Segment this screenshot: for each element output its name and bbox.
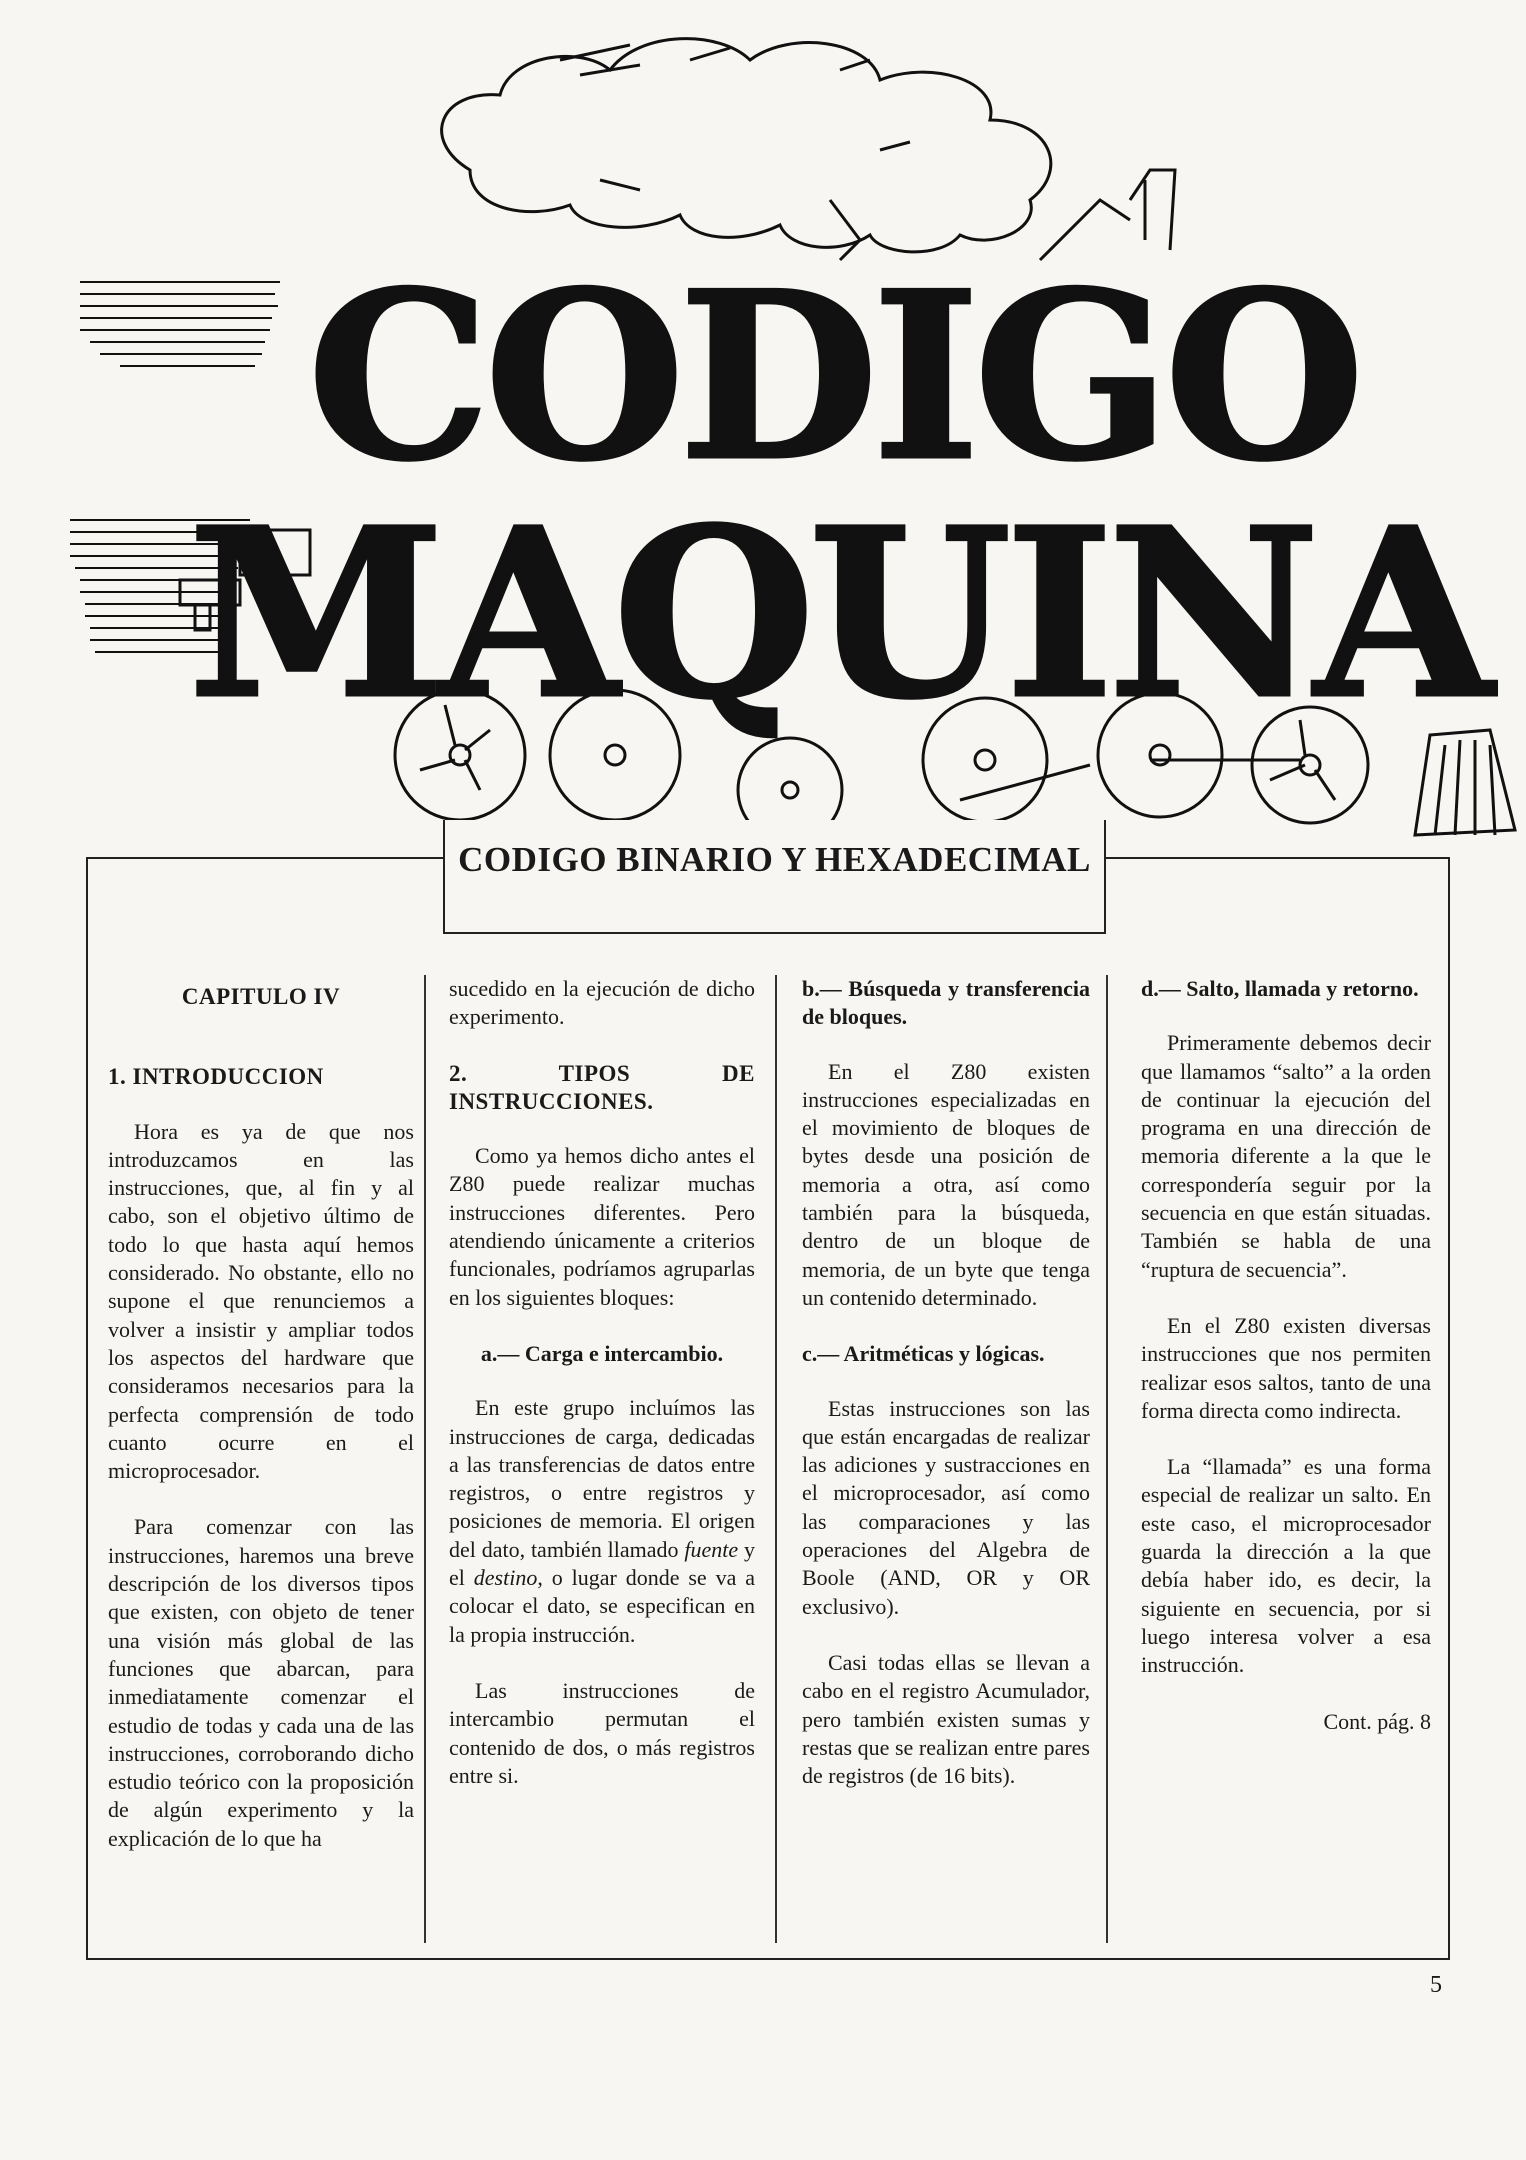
paragraph: Para comenzar con las instrucciones, haremos una breve descripción de los diversos tipos que existen, con objeto de tener una visión más global de las funciones que abarcan, para inmediatamente comenzar el estudio de todas y cada una de las instrucciones, corroborando dicho estudio teórico con la proposición de algún experimento y la explicación de lo que ha (108, 1514, 414, 1851)
text-span: En este grupo incluímos las instrucciones de carga, dedicadas a las transferencias de datos entre registros, o entre registros y posiciones de memoria. El origen del dato, también llamado (449, 1395, 755, 1562)
subheading-aritmeticas: c.— Aritméticas y lógicas. (802, 1341, 1045, 1367)
title-codigo: CODIGO (307, 242, 1359, 512)
paragraph: Hora es ya de que nos introduzcamos en las instrucciones, que, al fin y al cabo, son el objetivo último de todo lo que hasta aquí hemos considerado. No obstante, ello no supone el que renunciemos a volver a insistir y ampliar todos los aspectos del hardware que consideramos necesarios para la perfecta comprensión de todo cuanto ocurre en el microprocesador. (108, 1118, 414, 1484)
paragraph: Como ya hemos dicho antes el Z80 puede realizar muchas instrucciones diferentes. Pero atendiendo únicamente a criterios funcionales, podríamos agruparlas en los siguientes bloques: (449, 1143, 755, 1310)
text-span: y el (449, 1536, 755, 1591)
text-span: , o lugar donde se va a colocar el dato, se especifican en la propia instrucción. (449, 1565, 755, 1647)
emphasis-fuente: fuente (684, 1536, 739, 1562)
column-divider (1106, 975, 1108, 1943)
section-heading-tipos: 2. TIPOS DE INSTRUCCIONES. (449, 1060, 755, 1114)
column-divider (775, 975, 777, 1943)
page-number: 5 (1430, 1972, 1442, 1998)
column-1 (108, 975, 414, 1881)
subheading-busqueda: b.— Búsqueda y transferencia de bloques. (802, 976, 1090, 1030)
column-divider (424, 975, 426, 1943)
paragraph: Casi todas ellas se llevan a cabo en el registro Acumulador, pero también existen sumas y restas que se realizan entre pares de registros (de 16 bits). (802, 1649, 1090, 1789)
subheading-salto: d.— Salto, llamada y retorno. (1141, 976, 1419, 1001)
chapter-heading: CAPITULO IV (181, 984, 341, 1009)
title-maquina: MAQUINA (188, 477, 1488, 750)
paragraph: Estas instrucciones son las que están encargadas de realizar las adiciones y sustracciones en el microprocesador, así como las comparaciones y las operaciones del Algebra de Boole (AND, OR y OR exclusivo). (802, 1395, 1090, 1619)
paragraph (449, 1394, 755, 1649)
emphasis-destino: destino (473, 1565, 538, 1591)
section-heading-introduccion: 1. INTRODUCCION (108, 1064, 324, 1090)
column-2 (449, 975, 755, 1818)
paragraph: La “llamada” es una forma especial de realizar un salto. En este caso, el microprocesador guarda la dirección a la que debía haber ido, es decir, la siguiente en secuencia, por si luego interesa volver a esa instrucción. (1141, 1454, 1431, 1678)
subtitle: CODIGO BINARIO Y HEXADECIMAL (458, 840, 1091, 879)
continued-note: Cont. pág. 8 (1323, 1708, 1431, 1734)
subtitle-box (443, 820, 1106, 934)
subheading-carga: a.— Carga e intercambio. (480, 1340, 724, 1366)
column-4 (1141, 975, 1431, 1736)
paragraph: En el Z80 existen diversas instrucciones que nos permiten realizar esos saltos, tanto de una forma directa como indirecta. (1141, 1312, 1431, 1423)
paragraph: En el Z80 existen instrucciones especializadas en el movimiento de bloques de bytes desde una posición de memoria a otra, así como también para la búsqueda, dentro de un bloque de memoria, de un byte que tenga un contenido determinado. (802, 1058, 1090, 1310)
paragraph: Las instrucciones de intercambio permutan el contenido de dos, o más registros entre si. (449, 1677, 755, 1788)
paragraph: sucedido en la ejecución de dicho experimento. (449, 976, 755, 1030)
paragraph: Primeramente debemos decir que llamamos “salto” a la orden de continuar la ejecución del programa en una dirección de memoria diferente a la que le correspondería seguir por la secuencia en que están situadas. También se habla de una “ruptura de secuencia”. (1141, 1030, 1431, 1282)
smoke-cloud (442, 39, 1051, 252)
column-3 (802, 975, 1090, 1818)
